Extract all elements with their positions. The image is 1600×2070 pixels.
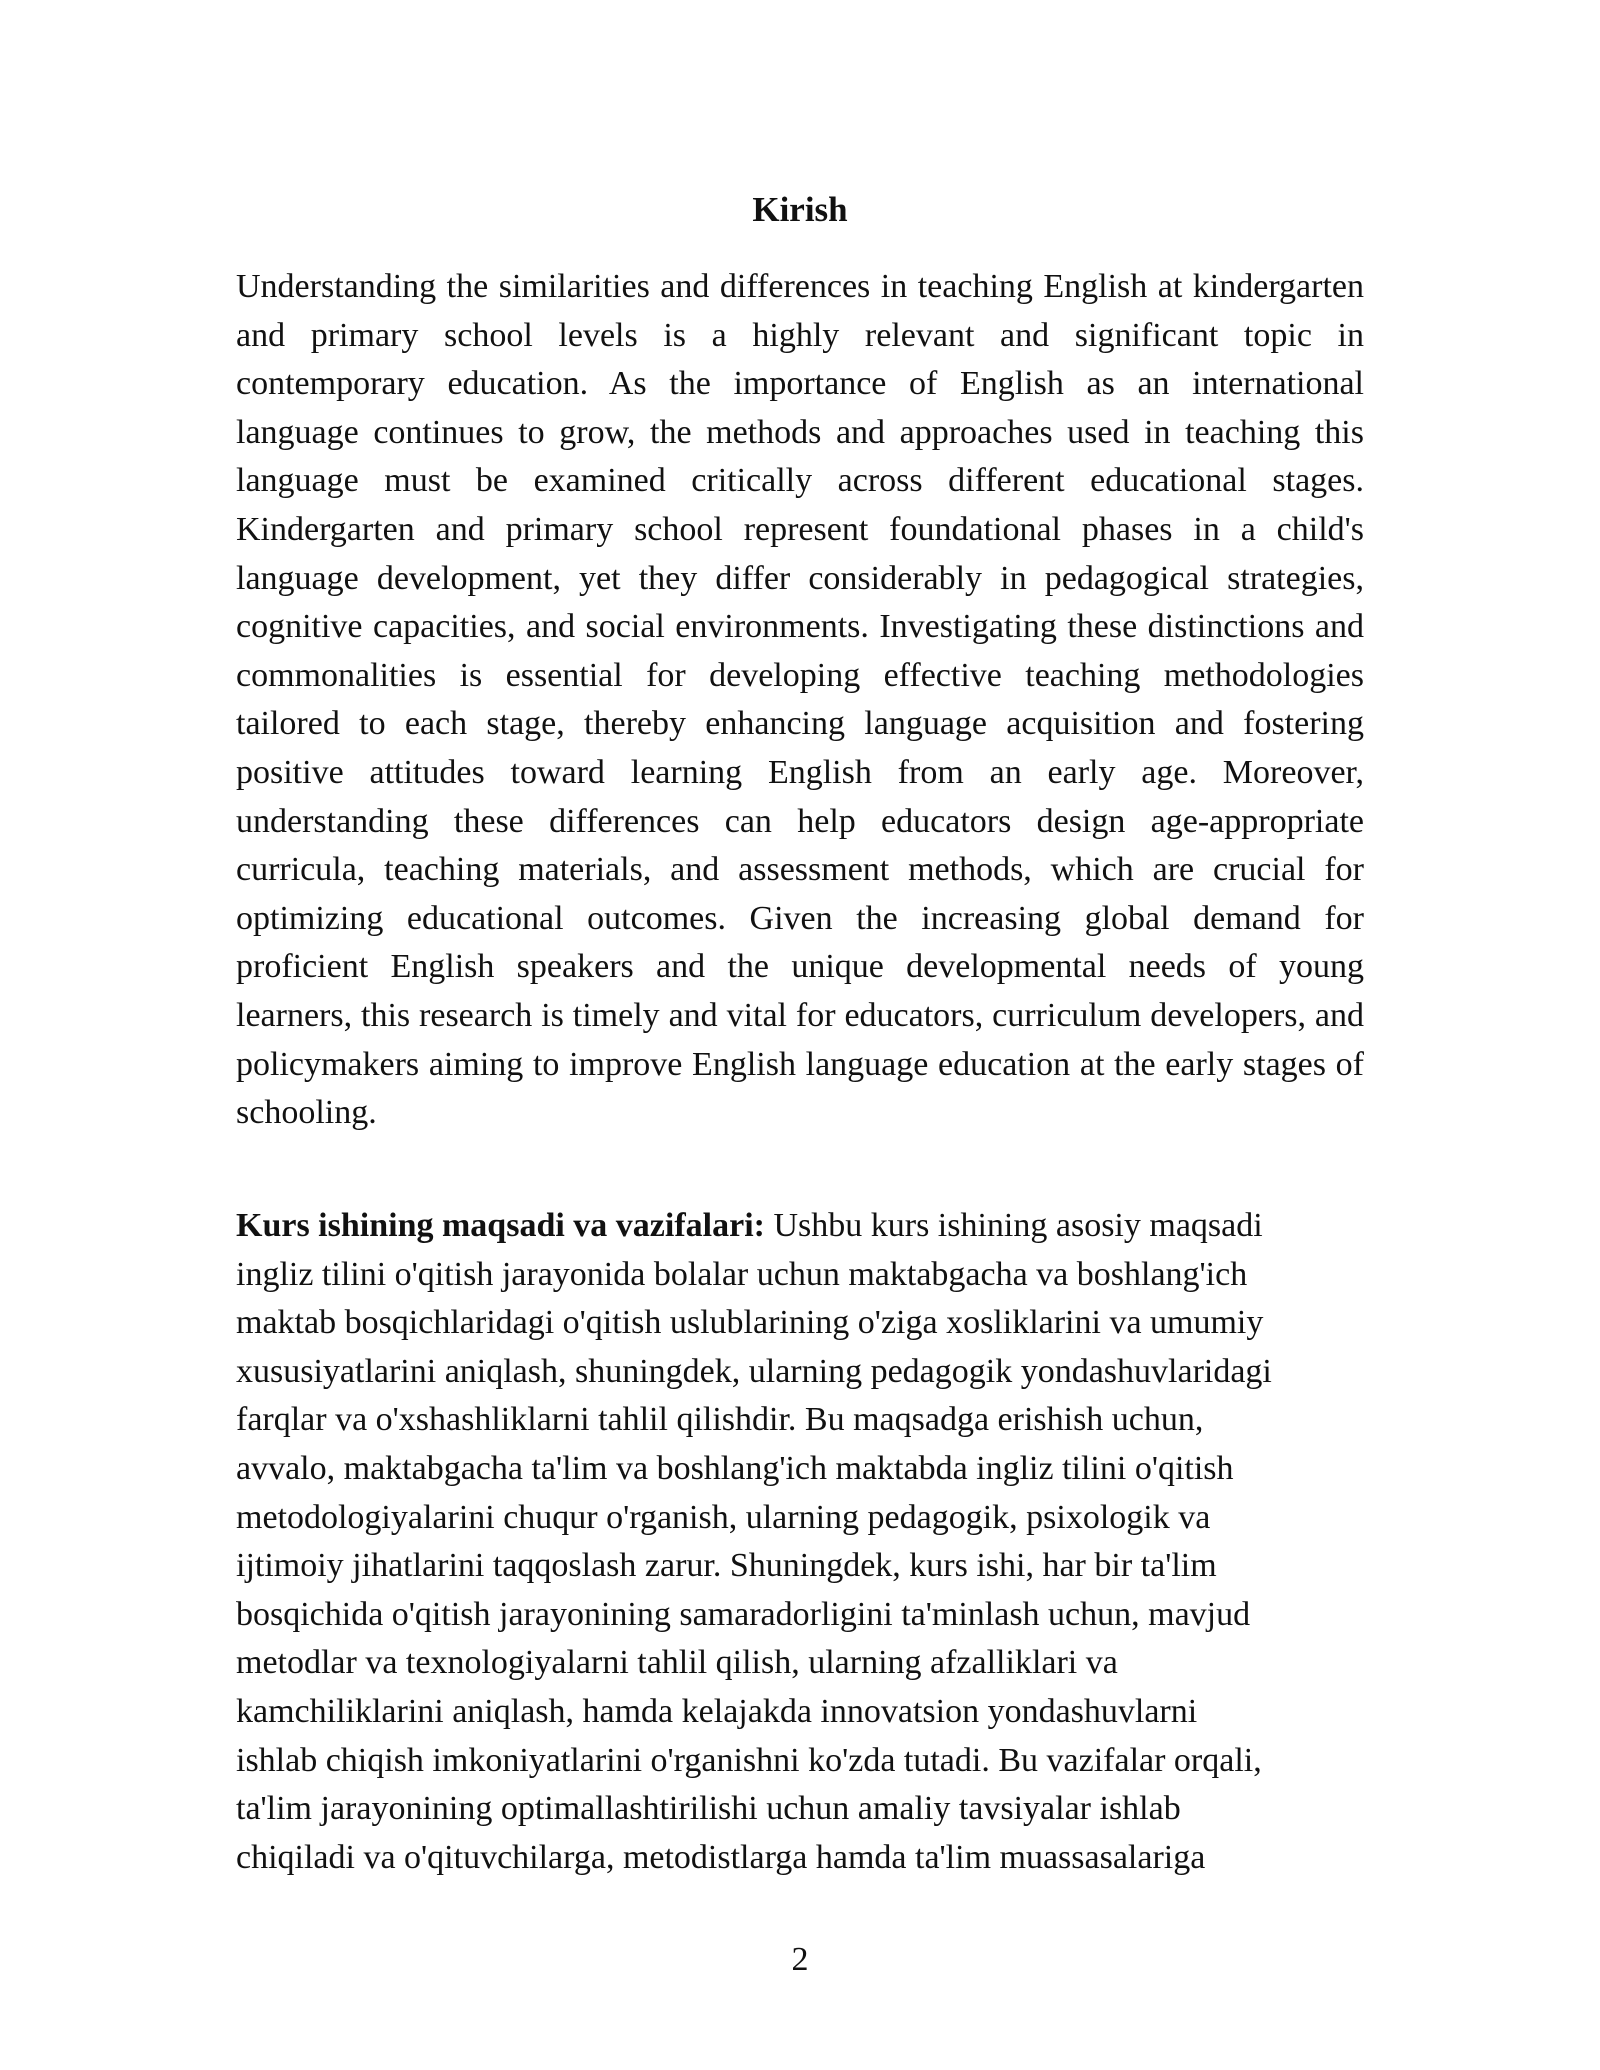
goals-line: avvalo, maktabgacha ta'lim va boshlang'ich maktabda ingliz tilini o'qitish — [236, 1449, 1234, 1487]
goals-line: Ushbu kurs ishining asosiy maqsadi — [764, 1207, 1263, 1244]
goals-line: metodologiyalarini chuqur o'rganish, ularning pedagogik, psixologik va — [236, 1498, 1211, 1536]
goals-lead-text: Kurs ishining maqsadi va vazifalari: — [236, 1207, 765, 1244]
goals-line: metodlar va texnologiyalarni tahlil qilish, ularning afzalliklari va — [236, 1644, 1118, 1682]
goals-line: xususiyatlarini aniqlash, shuningdek, ularning pedagogik yondashuvlaridagi — [236, 1352, 1272, 1390]
goals-line: kamchiliklarini aniqlash, hamda kelajakda innovatsion yondashuvlarni — [236, 1692, 1198, 1730]
goals-line: ishlab chiqish imkoniyatlarini o'rganishni ko'zda tutadi. Bu vazifalar orqali, — [236, 1741, 1262, 1779]
goals-line: bosqichida o'qitish jarayonining samaradorligini ta'minlash uchun, mavjud — [236, 1595, 1251, 1633]
goals-line: ijtimoiy jihatlarini taqqoslash zarur. Shuningdek, kurs ishi, har bir ta'lim — [236, 1547, 1217, 1585]
goals-line: farqlar va o'xshashliklarni tahlil qilishdir. Bu maqsadga erishish uchun, — [236, 1401, 1204, 1439]
goals-line: ta'lim jarayonining optimallashtirilishi uchun amaliy tavsiyalar ishlab — [236, 1790, 1181, 1828]
intro-paragraph: Understanding the similarities and differences in teaching English at kindergarten and primary school levels is a highly relevant and significant topic in contemporary education. As the importance of English as an international language continues to grow, the methods and approaches used in teaching this language must be examined critically across different educational stages. Kindergarten and primary school represent foundational phases in a child's language development, yet they differ considerably in pedagogical strategies, cognitive capacities, and social environments. Investigating these distinctions and commonalities is essential for developing effective teaching methodologies tailored to each stage, thereby enhancing language acquisition and fostering positive attitudes toward learning English from an early age. Moreover, understanding these differences can help educators design age-appropriate curricula, teaching materials, and assessment methods, which are crucial for optimizing educational outcomes. Given the increasing global demand for proficient English speakers and the unique developmental needs of young learners, this research is timely and vital for educators, curriculum developers, and policymakers aiming to improve English language education at the early stages of schooling. — [236, 268, 1364, 1132]
goals-paragraph — [236, 1202, 1364, 1882]
goals-line: ingliz tilini o'qitish jarayonida bolalar uchun maktabgacha va boshlang'ich — [236, 1255, 1248, 1293]
section-heading: Kirish — [752, 190, 848, 229]
page-number: 2 — [791, 1941, 809, 1978]
goals-line: chiqiladi va o'qituvchilarga, metodistlarga hamda ta'lim muassasalariga — [236, 1838, 1206, 1876]
goals-line: maktab bosqichlaridagi o'qitish uslublarining o'ziga xosliklarini va umumiy — [236, 1304, 1264, 1342]
